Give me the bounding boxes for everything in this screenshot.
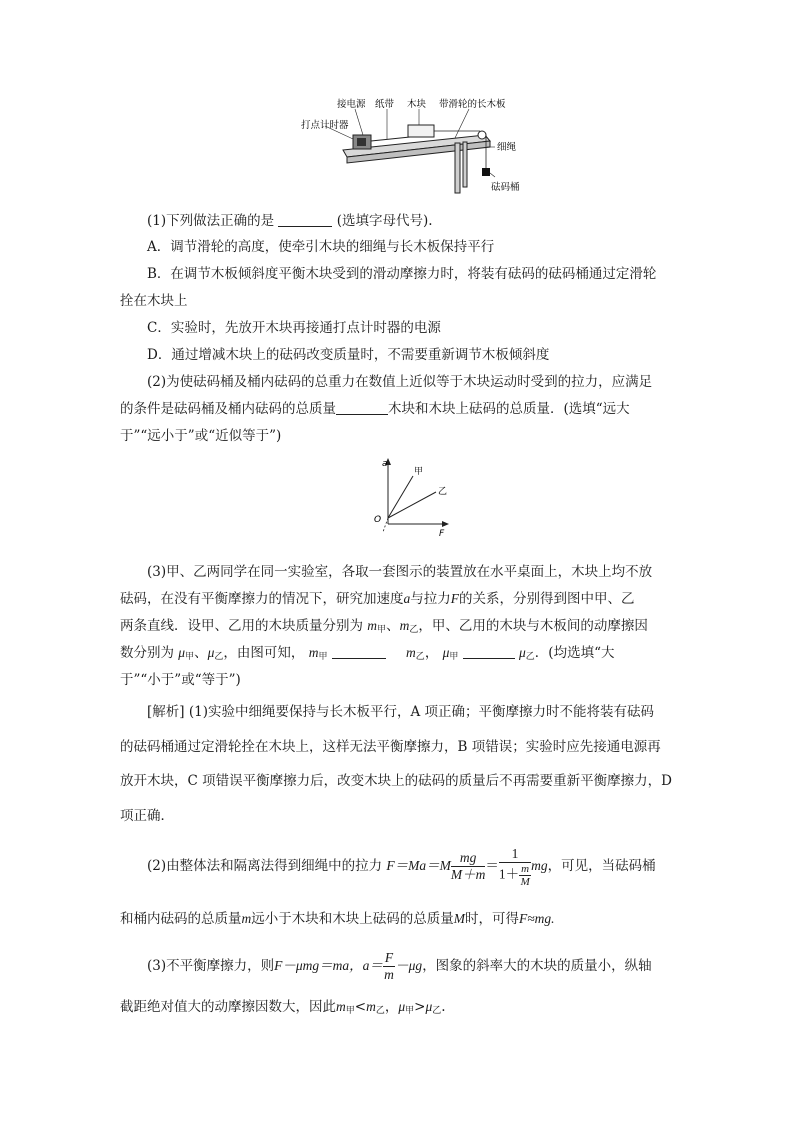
fraction-one-over: 1 1＋ $\frac{m}{M}$ — [498, 845, 530, 888]
q1-answer-blank[interactable] — [278, 212, 332, 227]
q1-option-b: B．在调节木板倾斜度平衡木块受到的滑动摩擦力时，将装有砝码的砝码桶通过定滑轮 — [147, 266, 657, 282]
q3-mass-blank[interactable] — [332, 644, 386, 659]
q3-line4: 数分别为 $\mu_甲$、$\mu_乙$，由图可知， $m_甲$ $m_乙$， $\mu_甲$ $\mu_乙$．(均选填“大 — [120, 645, 615, 662]
solution-p2-l1: (2)由整体法和隔离法得到细绳中的拉力 F＝Ma＝M $\frac{mg}{M+m}$ ＝ 1 1＋ $\frac{m}{M}$ mg，可见，当砝码桶 — [147, 845, 656, 888]
a-f-graph — [360, 452, 460, 542]
q2-line2: 的条件是砝码桶及桶内砝码的总质量 木块和木块上砝码的总质量．(选填“远大 — [120, 401, 630, 417]
graph-y-label: a — [382, 459, 388, 469]
graph-x-label: F — [439, 529, 445, 539]
fraction-f-over-m: $\frac{F}{m}$ — [384, 950, 394, 982]
q3-mu-blank[interactable] — [463, 644, 515, 659]
label-tape: 纸带 — [375, 99, 395, 110]
q3-line1: (3)甲、乙两同学在同一实验室，各取一套图示的装置放在水平桌面上，木块上均不放 — [147, 564, 653, 580]
solution-p1-l1: [解析] (1)实验中细绳要保持与长木板平行，A 项正确；平衡摩擦力时不能将装有砝码 — [147, 704, 655, 720]
apparatus-diagram — [295, 95, 535, 200]
graph-origin: O — [374, 515, 382, 525]
q1-option-d: D．通过增减木块上的砝码改变质量时，不需要重新调节木板倾斜度 — [147, 347, 550, 363]
q1-stem: (1)下列做法正确的是 (选填字母代号). — [147, 213, 433, 229]
q2-answer-blank[interactable] — [336, 400, 388, 415]
label-power: 接电源 — [337, 99, 366, 110]
fraction-mg-over-m: $\frac{mg}{M+m}$ — [450, 850, 486, 882]
graph-line-yi: 乙 — [438, 487, 448, 497]
q3-line3: 两条直线．设甲、乙用的木块质量分别为 $m_甲$、$m_乙$，甲、乙用的木块与木板间的动摩擦因 — [120, 618, 648, 635]
graph-line-jia: 甲 — [414, 467, 424, 477]
q1-option-a: A．调节滑轮的高度，使牵引木块的细绳与长木板保持平行 — [147, 239, 495, 255]
solution-p1-l2: 的砝码桶通过定滑轮拴在木块上，这样无法平衡摩擦力，B 项错误；实验时应先接通电源再 — [120, 739, 661, 755]
label-timer: 打点计时器 — [301, 120, 349, 131]
label-rope: 细绳 — [497, 142, 517, 153]
label-block: 木块 — [407, 99, 427, 110]
q2-line1: (2)为使砝码桶及桶内砝码的总重力在数值上近似等于木块运动时受到的拉力，应满足 — [147, 374, 653, 390]
solution-p2-l2: 和桶内砝码的总质量m远小于木块和木块上砝码的总质量M时，可得F≈mg. — [120, 911, 555, 927]
q2-line3: 于”“远小于”或“近似等于”) — [120, 428, 282, 444]
q3-line5: 于”“小于”或“等于”) — [120, 672, 241, 688]
solution-p3-l1: (3)不平衡摩擦力，则F－μmg＝ma，a＝ $\frac{F}{m}$ －μg，图象的斜率大的木块的质量小，纵轴 — [147, 950, 652, 982]
q1-option-b-cont: 拴在木块上 — [120, 293, 188, 309]
label-bucket: 砝码桶 — [491, 182, 520, 193]
q1-option-c: C．实验时，先放开木块再接通打点计时器的电源 — [147, 320, 441, 336]
solution-p1-l3: 放开木块，C 项错误平衡摩擦力后，改变木块上的砝码的质量后不再需要重新平衡摩擦力，D — [120, 773, 672, 789]
solution-p3-l2: 截距绝对值大的动摩擦因数大，因此$m_甲<m_乙$，$\mu_甲>\mu_乙$. — [120, 999, 446, 1016]
q3-line2: 砝码，在没有平衡摩擦力的情况下，研究加速度a与拉力F的关系，分别得到图中甲、乙 — [120, 591, 635, 607]
solution-p1-l4: 项正确． — [120, 808, 174, 824]
solution-label: [解析] — [147, 704, 185, 720]
label-board: 带滑轮的长木板 — [439, 99, 506, 110]
